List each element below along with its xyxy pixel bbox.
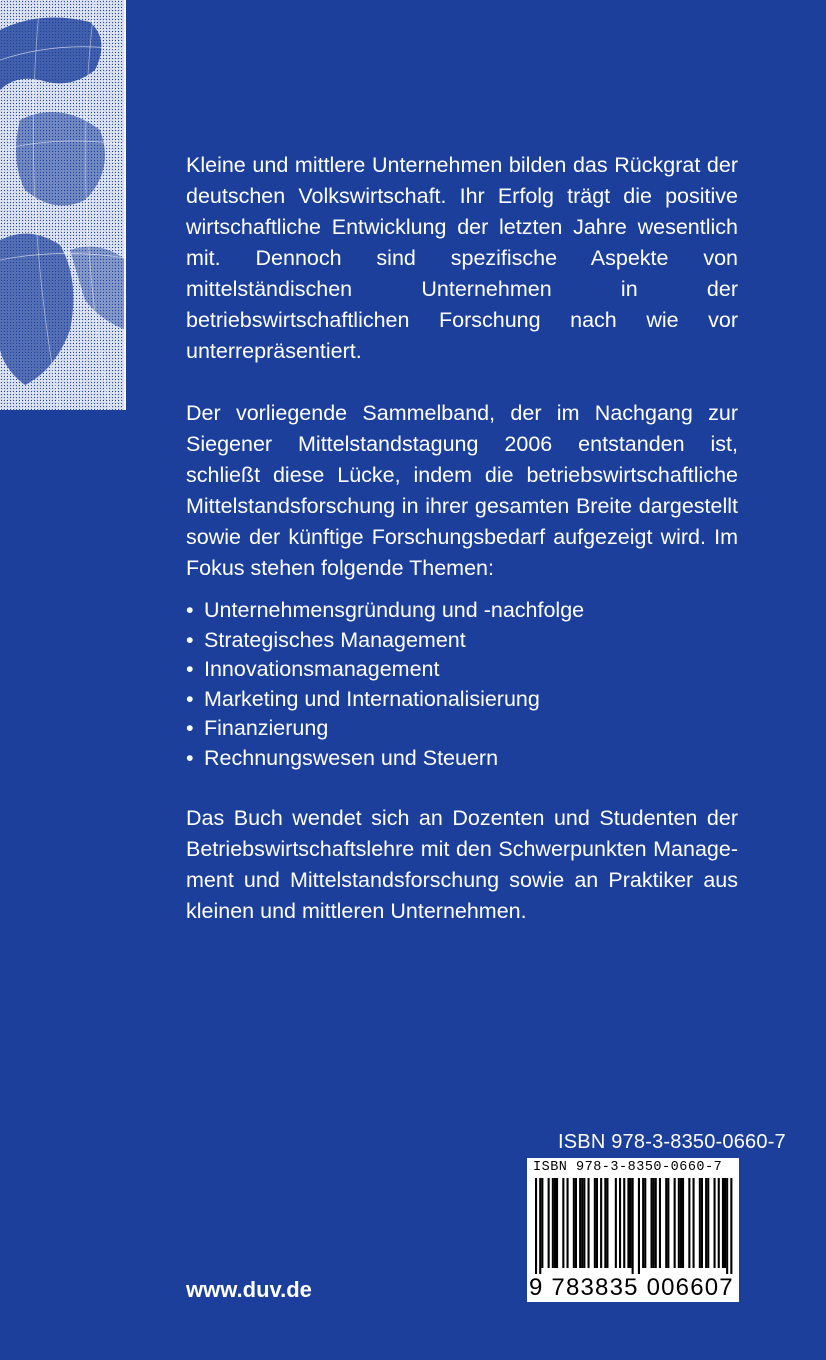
- barcode-bar: [667, 1178, 669, 1268]
- barcode-bar: [567, 1178, 569, 1268]
- barcode-bar: [699, 1178, 701, 1268]
- barcode-bar: [705, 1178, 707, 1268]
- barcode-bar: [674, 1178, 676, 1268]
- topic-item: • Innovationsmanagement: [186, 655, 738, 685]
- topic-item: • Finanzierung: [186, 714, 738, 744]
- barcode-bar: [722, 1178, 724, 1268]
- bullet-icon: •: [186, 716, 194, 740]
- publisher-website: www.duv.de: [186, 1277, 312, 1302]
- barcode-isbn-text: ISBN 978-3-8350-0660-7: [533, 1160, 723, 1175]
- barcode-bar: [575, 1178, 577, 1268]
- barcode-bar: [535, 1178, 537, 1274]
- intro-paragraph: Kleine und mittlere Unternehmen bilden das Rückgrat der deutschen Volkswirtschaft. Ihr Erfolg trägt die positive wirtschaftliche Entwicklung der letzten Jahre wesentlich mit. Dennoch sind spezifische Aspekte von mittelständischen Unternehmen in der betriebswirtschaftlichen Forschung nach wie vor unterrepräsentiert.: [186, 153, 738, 363]
- topic-item: • Marketing und Internationalisierung: [186, 685, 738, 715]
- globe-map-image: [0, 0, 126, 410]
- barcode-bar: [678, 1178, 680, 1268]
- barcode-bars: [531, 1178, 735, 1274]
- barcode-bar: [541, 1178, 543, 1268]
- barcode-bar: [615, 1178, 617, 1268]
- barcode-bar: [627, 1178, 629, 1268]
- barcode-bar: [548, 1178, 550, 1268]
- barcode-bar: [665, 1178, 667, 1268]
- bullet-icon: •: [186, 686, 194, 711]
- barcode-bar: [579, 1178, 581, 1268]
- barcode-digits: 9 783835 006607: [529, 1274, 734, 1301]
- barcode-bar: [644, 1178, 646, 1268]
- barcode-bar: [680, 1178, 682, 1268]
- barcode-bar: [604, 1178, 606, 1268]
- barcode-bar: [600, 1178, 602, 1268]
- barcode-bar: [707, 1178, 709, 1268]
- bullet-icon: •: [186, 627, 194, 652]
- barcode-bar: [583, 1178, 585, 1268]
- barcode-bar: [632, 1178, 634, 1274]
- barcode-bar: [726, 1178, 728, 1274]
- topic-item: • Rechnungswesen und Steuern: [186, 744, 738, 774]
- barcode-bar: [594, 1178, 596, 1268]
- barcode-bar: [642, 1178, 644, 1268]
- barcode-bar: [552, 1178, 554, 1268]
- barcode-bar: [623, 1178, 625, 1268]
- barcode-bar: [556, 1178, 558, 1268]
- barcode-bar: [638, 1178, 640, 1274]
- barcode-bar: [653, 1178, 655, 1268]
- barcode-bar: [701, 1178, 703, 1268]
- isbn-barcode: [527, 1158, 739, 1302]
- barcode-bar: [630, 1178, 632, 1268]
- barcode-bar: [554, 1178, 556, 1268]
- barcode-bar: [581, 1178, 583, 1268]
- bullet-icon: •: [186, 598, 194, 622]
- barcode-bar: [730, 1178, 732, 1274]
- barcode-bar: [693, 1178, 695, 1268]
- barcode-bar: [688, 1178, 690, 1268]
- topics-list: [186, 596, 738, 773]
- bullet-icon: •: [186, 657, 194, 681]
- barcode-bar: [619, 1178, 621, 1268]
- barcode-bar: [714, 1178, 716, 1268]
- topic-item: • Strategisches Management: [186, 626, 738, 656]
- barcode-bar: [588, 1178, 590, 1268]
- barcode-bar: [718, 1178, 720, 1268]
- audience-paragraph: Das Buch wendet sich an Dozenten und Studenten der Betriebswirtschaftslehre mit den Schwerpunkten Management und Mittelstandsforschung sowie an Praktiker aus kleinen und mittleren Unternehmen.: [186, 806, 738, 923]
- description-text: [186, 150, 738, 927]
- barcode-bar: [573, 1178, 575, 1268]
- barcode-bar: [606, 1178, 608, 1268]
- barcode-bar: [562, 1178, 564, 1268]
- barcode-bar: [655, 1178, 657, 1268]
- sammelband-paragraph: Der vorliegende Sammelband, der im Nachgang zur Siegener Mittelstandstagung 2006 entstanden ist, schließt diese Lücke, indem die betriebswirtschaftliche Mittelstandsforschung in ihrer gesamten Breite dargestellt sowie der künftige Forschungsbedarf aufgezeigt wird. Im Fokus stehen folgende Themen:: [186, 401, 738, 580]
- barcode-bar: [596, 1178, 598, 1268]
- bullet-icon: •: [186, 745, 194, 770]
- barcode-bar: [682, 1178, 684, 1268]
- barcode-bar: [659, 1178, 661, 1268]
- barcode-bar: [651, 1178, 653, 1268]
- isbn-label: ISBN 978-3-8350-0660-7: [558, 1131, 786, 1153]
- topic-item: • Unternehmensgründung und -nachfolge: [186, 596, 738, 626]
- barcode-bar: [724, 1178, 726, 1268]
- barcode-bar: [539, 1178, 541, 1274]
